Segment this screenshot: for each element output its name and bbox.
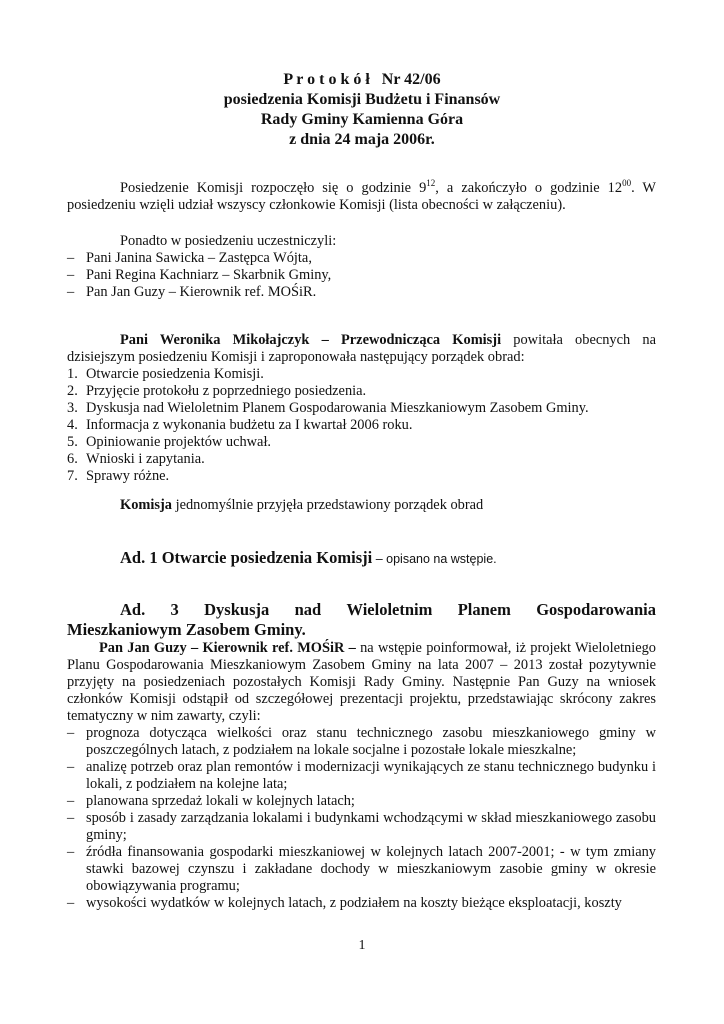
scope-item: – prognoza dotycząca wielkości oraz stanu technicznego zasobu mieszkaniowego gminy w poszczególnych latach, z podziałem na lokale socjalne i pozostałe lokale mieszkalne; <box>67 725 656 759</box>
start-time-minutes: 12 <box>426 178 436 188</box>
ad3-heading: Ad. 3 Dyskusja nad Wieloletnim Planem Gospodarowania <box>120 600 656 619</box>
intro-paragraph <box>67 180 656 214</box>
ad3-paragraph <box>67 640 656 725</box>
agenda-item: 2. Przyjęcie protokołu z poprzedniego posiedzenia. <box>67 383 367 399</box>
agenda-item: 7. Sprawy różne. <box>67 468 170 484</box>
ad1-note: – opisano na wstępie. <box>372 552 497 566</box>
intro-text-c: . W posiedzeniu wzięli udział wszyscy członkowie Komisji (lista obecności w załączeniu). <box>67 180 657 213</box>
scope-item: – sposób i zasady zarządzania lokalami i budynkami wchodzącymi w skład mieszkaniowego zasobu gminy; <box>67 810 656 844</box>
participant-item: – Pani Janina Sawicka – Zastępca Wójta, <box>67 250 656 267</box>
scope-item: – źródła finansowania gospodarki mieszkaniowej w kolejnych latach 2007-2001; - w tym zmiany stawki bazowej czynszu i zakładane dochody w mieszkaniowym zasobie gminy w okresie obowiązywania programu; <box>67 844 656 895</box>
agenda-intro-text: powitała obecnych na dzisiejszym posiedzeniu Komisji i zaproponowała następujący porządek obrad: <box>67 332 656 365</box>
agenda-item: 1. Otwarcie posiedzenia Komisji. <box>67 366 264 382</box>
chairperson-name: Pani Weronika Mikołajczyk – Przewodnicząca Komisji <box>120 332 502 348</box>
scope-item: – analizę potrzeb oraz plan remontów i modernizacji wynikających ze stanu technicznego budynku i lokali, z podziałem na kolejne lata; <box>67 759 656 793</box>
page-number: 1 <box>358 938 366 953</box>
agenda-acceptance <box>67 497 656 514</box>
intro-text-b: , a zakończyło o godzinie 12 <box>435 180 623 196</box>
scope-item: – planowana sprzedaż lokali w kolejnych latach; <box>67 793 656 810</box>
agenda-item: 5. Opiniowanie projektów uchwał. <box>67 434 272 450</box>
agenda-list <box>67 366 656 485</box>
committee-label: Komisja <box>120 497 172 513</box>
ad1-section <box>67 548 656 569</box>
end-time-minutes: 00 <box>622 178 632 188</box>
participants-section <box>67 233 656 301</box>
participants-lead: Ponadto w posiedzeniu uczestniczyli: <box>120 233 337 249</box>
header-line-date: z dnia 24 maja 2006r. <box>289 131 435 148</box>
scope-item: – wysokości wydatków w kolejnych latach, z podziałem na koszty bieżące eksploatacji, koszty <box>67 895 656 912</box>
protocol-title: P r o t o k ó ł Nr 42/06 <box>283 71 441 88</box>
plan-scope-list <box>67 725 656 912</box>
speaker-name: Pan Jan Guzy – Kierownik ref. MOŚiR – <box>99 640 356 656</box>
document-header <box>0 70 724 150</box>
participants-list <box>67 250 656 301</box>
agenda-item: 3. Dyskusja nad Wieloletnim Planem Gospodarowania Mieszkaniowym Zasobem Gminy. <box>67 400 589 416</box>
acceptance-text: jednomyślnie przyjęła przedstawiony porządek obrad <box>171 497 484 513</box>
agenda-intro <box>67 332 656 366</box>
header-line-council: Rady Gminy Kamienna Góra <box>260 111 464 128</box>
agenda-list-block <box>67 366 656 485</box>
participant-item: – Pani Regina Kachniarz – Skarbnik Gminy, <box>67 267 656 284</box>
agenda-item: 4. Informacja z wykonania budżetu za I kwartał 2006 roku. <box>67 417 413 433</box>
ad3-section <box>67 600 656 912</box>
agenda-item: 6. Wnioski i zapytania. <box>67 451 205 467</box>
ad1-heading: Ad. 1 Otwarcie posiedzenia Komisji <box>120 548 373 567</box>
participant-item: – Pan Jan Guzy – Kierownik ref. MOŚiR. <box>67 284 656 301</box>
ad3-body-text: na wstępie poinformował, iż projekt Wieloletniego Planu Gospodarowania Mieszkaniowym Zasobem Gminy na lata 2007 – 2013 został pozytywnie przyjęty na posiedzeniach pozostałych Komisji Rady Gminy. Następnie Pan Guzy na wniosek członków Komisji odstąpił od szczegółowej prezentacji projektu, przedstawiając skrócony zakres tematyczny w nim zawarty, czyli: <box>67 640 656 724</box>
header-line-committee: posiedzenia Komisji Budżetu i Finansów <box>223 91 501 108</box>
ad3-heading-line2: Mieszkaniowym Zasobem Gminy. <box>67 620 306 639</box>
intro-text-a: Posiedzenie Komisji rozpoczęło się o godzinie 9 <box>120 180 427 196</box>
